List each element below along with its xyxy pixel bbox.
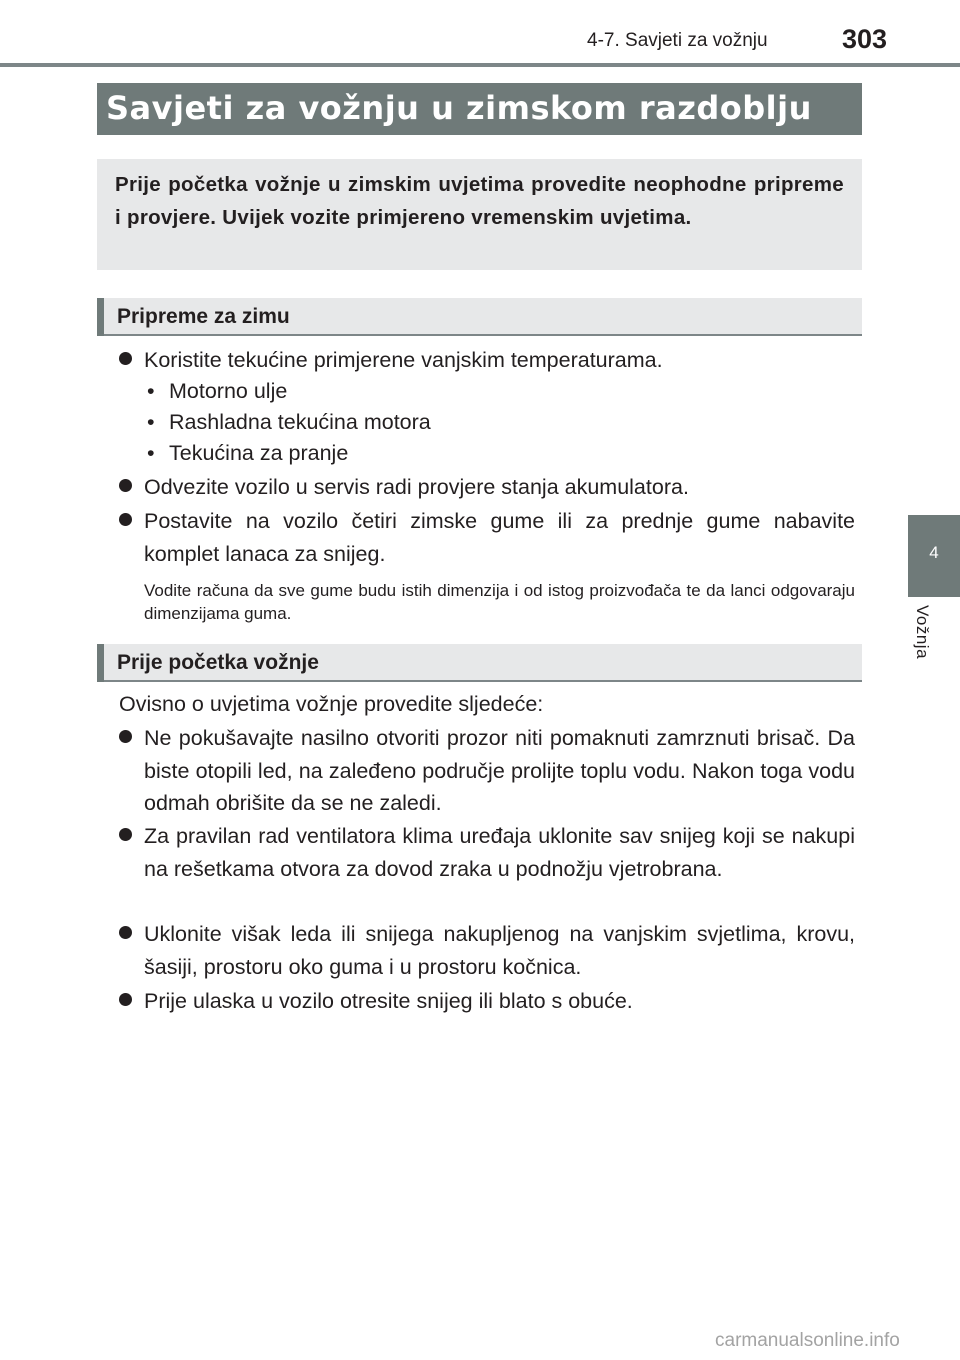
sub-list-item — [147, 438, 348, 469]
sub-bullet-icon: • — [147, 379, 155, 403]
sub-list-item — [147, 376, 287, 407]
list-item-text: Koristite tekućine primjerene vanjskim temperaturama. — [144, 348, 663, 372]
bullet-icon — [119, 730, 132, 743]
list-item — [119, 985, 855, 1018]
list-item-text: Prije ulaska u vozilo otresite snijeg ili blato s obuće. — [144, 989, 633, 1013]
sub-bullet-icon: • — [147, 410, 155, 434]
bullet-icon — [119, 828, 132, 841]
sub-list-item — [147, 407, 431, 438]
list-item-text: Za pravilan rad ventilatora klima uređaja uklonite sav snijeg koji se nakupi na rešetkama otvora za dovod zraka u podnožju vjetrobrana. — [144, 824, 855, 881]
section-heading-before-driving — [97, 644, 862, 682]
chapter-tab-label: Vožnja — [913, 605, 932, 660]
sub-bullet-icon: • — [147, 441, 155, 465]
list-item-text: Odvezite vozilo u servis radi provjere stanja akumulatora. — [144, 475, 689, 499]
bullet-icon — [119, 993, 132, 1006]
running-header-section: 4-7. Savjeti za vožnju — [587, 30, 768, 51]
list-item-text: Uklonite višak leda ili snijega nakupljenog na vanjskim svjetlima, krovu, šasiji, prostoru oko guma i u prostoru kočnica. — [144, 922, 855, 979]
sub-list-item-text: Motorno ulje — [169, 379, 288, 403]
section-lead-text: Ovisno o uvjetima vožnje provedite sljedeće: — [119, 692, 544, 716]
intro-text: Prije početka vožnje u zimskim uvjetima provedite neophodne pripreme i provjere. Uvijek vozite primjereno vremenskim uvjetima. — [115, 173, 844, 229]
sub-list-item-text: Rashladna tekućina motora — [169, 410, 431, 434]
section-heading-winter-prep — [97, 298, 862, 336]
bullet-icon — [119, 926, 132, 939]
list-item-text: Postavite na vozilo četiri zimske gume ili za prednje gume nabavite komplet lanaca za snijeg. — [144, 509, 855, 566]
list-item — [119, 344, 855, 377]
bullet-icon — [119, 479, 132, 492]
list-item — [119, 471, 855, 504]
bullet-icon — [119, 513, 132, 526]
note-text: Vodite računa da sve gume budu istih dimenzija i od istog proizvođača te da lanci odgovaraju dimenzijama guma. — [144, 581, 855, 623]
list-item — [119, 820, 855, 885]
page-title: Savjeti za vožnju u zimskom razdoblju — [106, 89, 812, 127]
section-heading-text: Pripreme za zimu — [117, 305, 290, 328]
list-item-text: Ne pokušavajte nasilno otvoriti prozor niti pomaknuti zamrznuti brisač. Da biste otopili led, na zaleđeno područje prolijte toplu vodu. Nakon toga vodu odmah obrišite da se ne zaledi. — [144, 726, 855, 815]
list-item — [119, 722, 855, 820]
page-title-bar — [97, 83, 862, 135]
intro-box — [97, 159, 862, 270]
header-rule — [0, 63, 960, 67]
bullet-icon — [119, 352, 132, 365]
page-number: 303 — [842, 24, 888, 54]
watermark: carmanualsonline.info — [715, 1330, 900, 1351]
list-item — [119, 505, 855, 570]
sub-list-item-text: Tekućina za pranje — [169, 441, 349, 465]
list-item — [119, 918, 855, 983]
chapter-tab-number: 4 — [929, 543, 939, 562]
chapter-tab[interactable] — [908, 515, 960, 597]
section-heading-text: Prije početka vožnje — [117, 651, 319, 674]
